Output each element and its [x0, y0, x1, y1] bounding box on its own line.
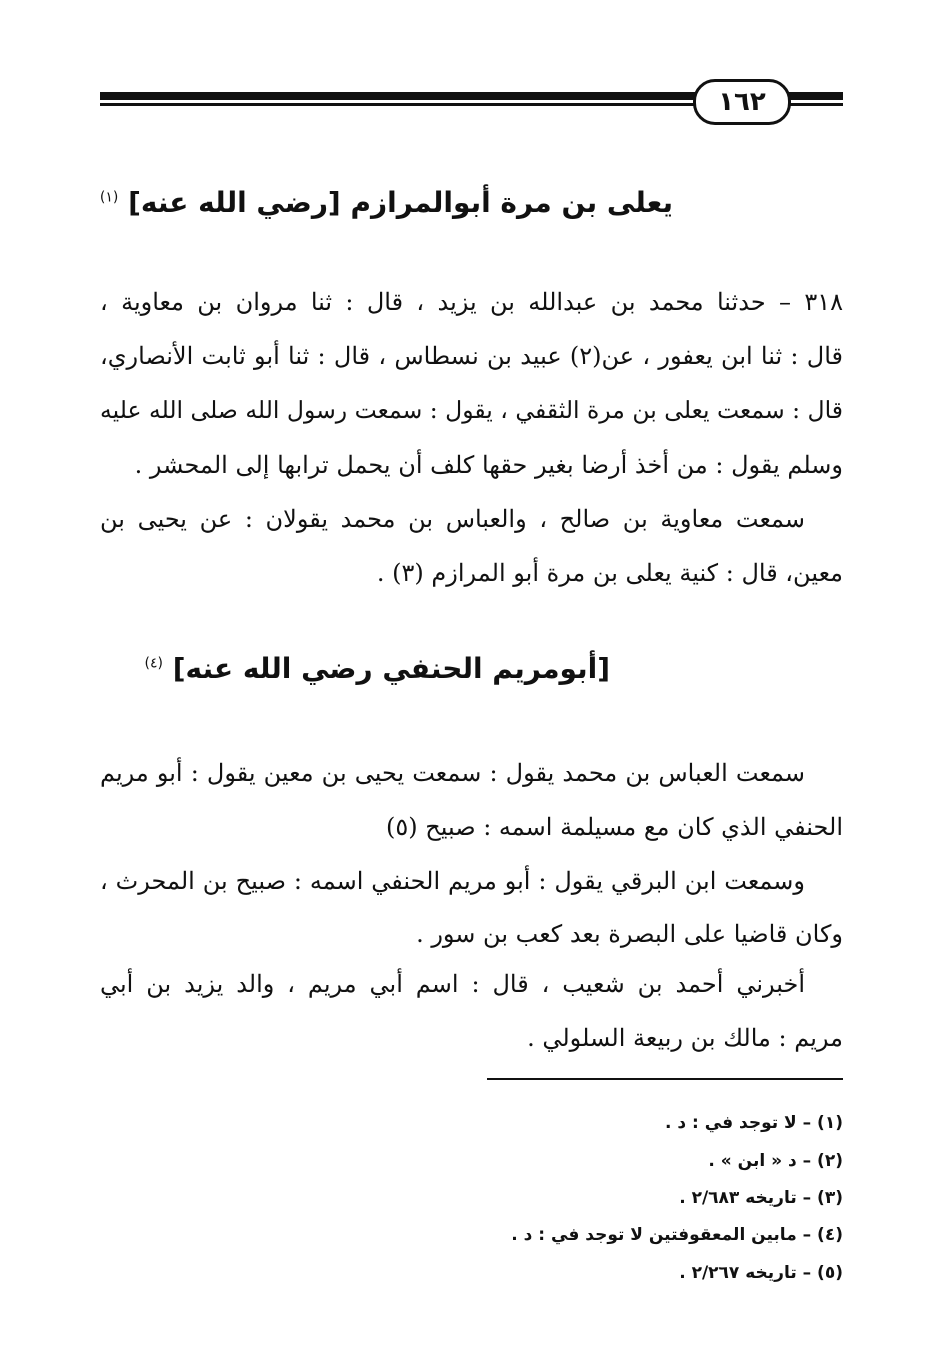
footnote-divider: [487, 1078, 843, 1080]
text-line: وكان قاضيا على البصرة بعد كعب بن سور .: [416, 920, 843, 948]
footnote: (٢) – د « ابن » .: [708, 1151, 843, 1171]
section-title: يعلى بن مرة أبوالمرازم [رضي الله عنه]: [128, 186, 673, 219]
footnote: (٥) – تاريخه ٢/٢٦٧ .: [679, 1263, 843, 1283]
text-line: سمعت معاوية بن صالح ، والعباس بن محمد يقولان : عن يحيى بن: [100, 505, 805, 533]
section-heading-yala: [100, 186, 673, 219]
text-line: الحنفي الذي كان مع مسيلمة اسمه : صبيح (٥): [385, 813, 843, 841]
footnote-ref: (١): [99, 189, 119, 206]
text-line: وسمعت ابن البرقي يقول : أبو مريم الحنفي اسمه : صبيح بن المحرث ،: [100, 867, 806, 895]
text-line: أخبرني أحمد بن شعيب ، قال : اسم أبي مريم ، والد يزيد بن أبي: [100, 970, 805, 998]
section-heading-abu-maryam: [145, 652, 610, 685]
text-line: مريم : مالك بن ربيعة السلولي .: [527, 1024, 843, 1052]
text-line: قال : ثنا ابن يعفور ، عن(٢) عبيد بن نسطاس ، قال : ثنا أبو ثابت الأنصاري،: [100, 342, 843, 370]
text-line: معين، قال : كنية يعلى بن مرة أبو المرازم (٣) .: [376, 559, 843, 587]
footnote: (٤) – مابين المعقوفتين لا توجد في : د .: [511, 1225, 843, 1245]
text-line: وسلم يقول : من أخذ أرضا بغير حقها كلف أن يحمل ترابها إلى المحشر .: [134, 451, 843, 479]
text-line: ٣١٨ – حدثنا محمد بن عبدالله بن يزيد ، قال : ثنا مروان بن معاوية ،: [100, 288, 843, 316]
footnote: (٣) – تاريخه ٢/٦٨٣ .: [679, 1188, 843, 1208]
footnote-ref: (٤): [144, 655, 163, 672]
footnote: (١) – لا توجد في : د .: [665, 1113, 843, 1133]
section-title: [أبومريم الحنفي رضي الله عنه]: [172, 652, 610, 685]
text-line: سمعت العباس بن محمد يقول : سمعت يحيى بن معين يقول : أبو مريم: [100, 759, 805, 787]
text-line: قال : سمعت يعلى بن مرة الثقفي ، يقول : سمعت رسول الله صلى الله عليه: [100, 396, 843, 424]
page-number: ١٦٢: [693, 79, 791, 125]
